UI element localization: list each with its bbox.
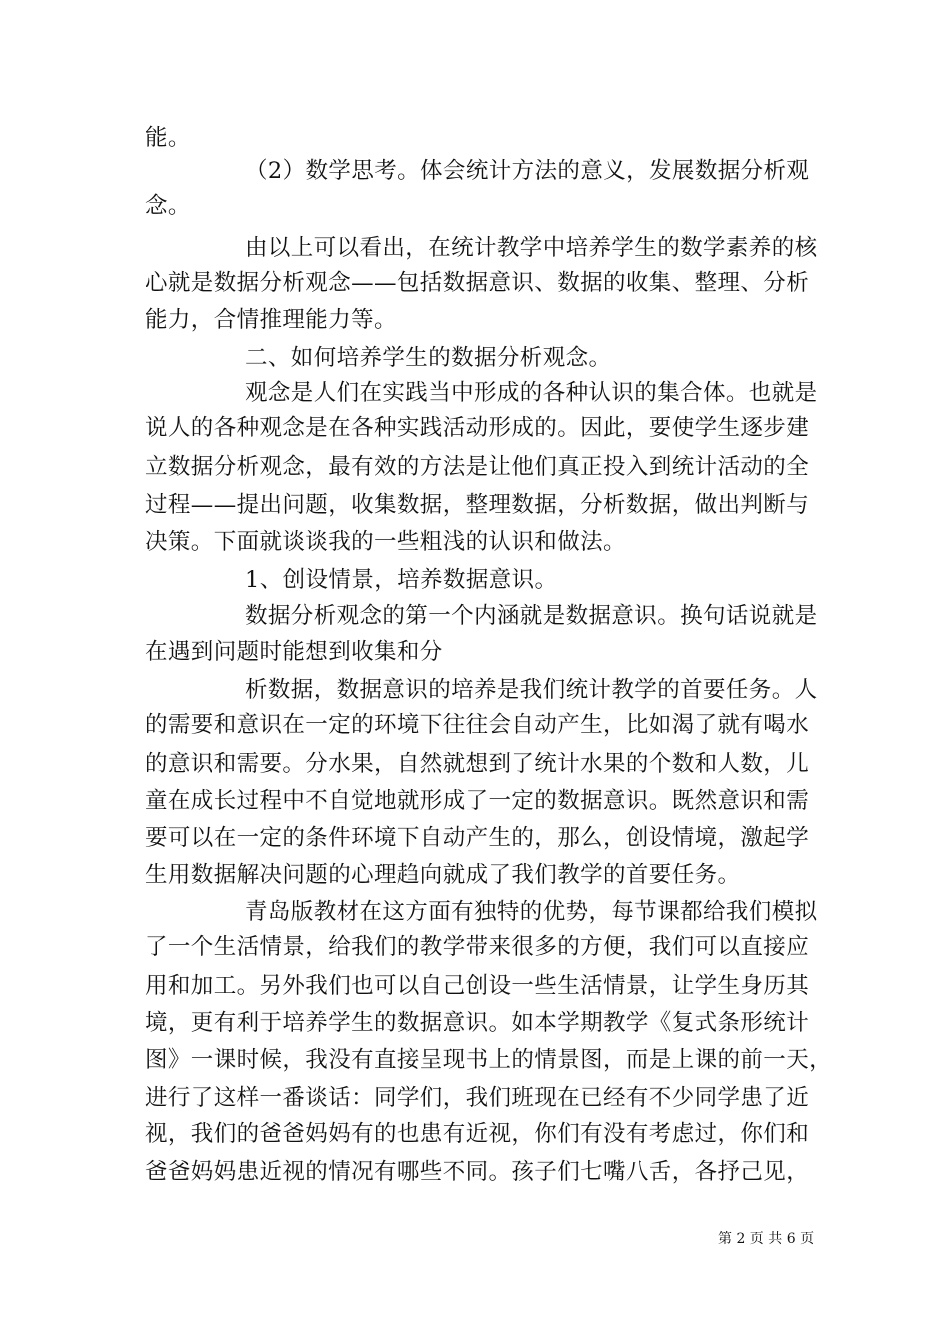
text-line-3: 念。 <box>145 193 191 219</box>
text-line-17: 的需要和意识在一定的环境下往往会自动产生，比如渴了就有喝水 <box>145 712 810 738</box>
text-line-7: 二、如何培养学生的数据分析观念。 <box>245 345 612 371</box>
text-line-12: 决策。下面就谈谈我的一些粗浅的认识和做法。 <box>145 529 626 555</box>
text-line-16: 析数据，数据意识的培养是我们统计教学的首要任务。人 <box>245 677 818 703</box>
text-line-29: 爸爸妈妈患近视的情况有哪些不同。孩子们七嘴八舌，各抒己见， <box>145 1159 810 1185</box>
text-line-15: 在遇到问题时能想到收集和分 <box>145 639 443 665</box>
text-line-6: 能力，合情推理能力等。 <box>145 307 397 333</box>
text-line-21: 生用数据解决问题的心理趋向就成了我们教学的首要任务。 <box>145 862 741 888</box>
text-line-18: 的意识和需要。分水果，自然就想到了统计水果的个数和人数，儿 <box>145 751 810 777</box>
text-line-5: 心就是数据分析观念——包括数据意识、数据的收集、整理、分析 <box>145 270 810 296</box>
text-line-26: 图》一课时候，我没有直接呈现书上的情景图，而是上课的前一天， <box>145 1047 833 1073</box>
text-line-27: 进行了这样一番谈话：同学们，我们班现在已经有不少同学患了近 <box>145 1085 810 1111</box>
text-line-2: （2）数学思考。体会统计方法的意义，发展数据分析观 <box>245 158 810 184</box>
text-line-23: 了一个生活情景，给我们的教学带来很多的方便，我们可以直接应 <box>145 934 810 960</box>
text-line-28: 视，我们的爸爸妈妈有的也患有近视，你们有没有考虑过，你们和 <box>145 1121 810 1147</box>
text-line-1: 能。 <box>145 125 191 151</box>
text-line-22: 青岛版教材在这方面有独特的优势，每节课都给我们模拟 <box>245 899 818 925</box>
text-line-8: 观念是人们在实践当中形成的各种认识的集合体。也就是 <box>245 380 818 406</box>
text-line-19: 童在成长过程中不自觉地就形成了一定的数据意识。既然意识和需 <box>145 788 810 814</box>
text-line-25: 境，更有利于培养学生的数据意识。如本学期教学《复式条形统计 <box>145 1010 810 1036</box>
text-line-24: 用和加工。另外我们也可以自己创设一些生活情景，让学生身历其 <box>145 973 810 999</box>
text-line-4: 由以上可以看出，在统计教学中培养学生的数学素养的核 <box>245 235 818 261</box>
text-line-20: 要可以在一定的条件环境下自动产生的，那么，创设情境，激起学 <box>145 825 810 851</box>
page-number-footer: 第 2 页 共 6 页 <box>718 1231 815 1247</box>
text-line-9: 说人的各种观念是在各种实践活动形成的。因此，要使学生逐步建 <box>145 415 810 441</box>
text-line-10: 立数据分析观念，最有效的方法是让他们真正投入到统计活动的全 <box>145 454 810 480</box>
text-line-14: 数据分析观念的第一个内涵就是数据意识。换句话说就是 <box>245 603 818 629</box>
text-line-13: 1、创设情景，培养数据意识。 <box>245 567 558 593</box>
text-line-11: 过程——提出问题，收集数据，整理数据，分析数据，做出判断与 <box>145 492 810 518</box>
